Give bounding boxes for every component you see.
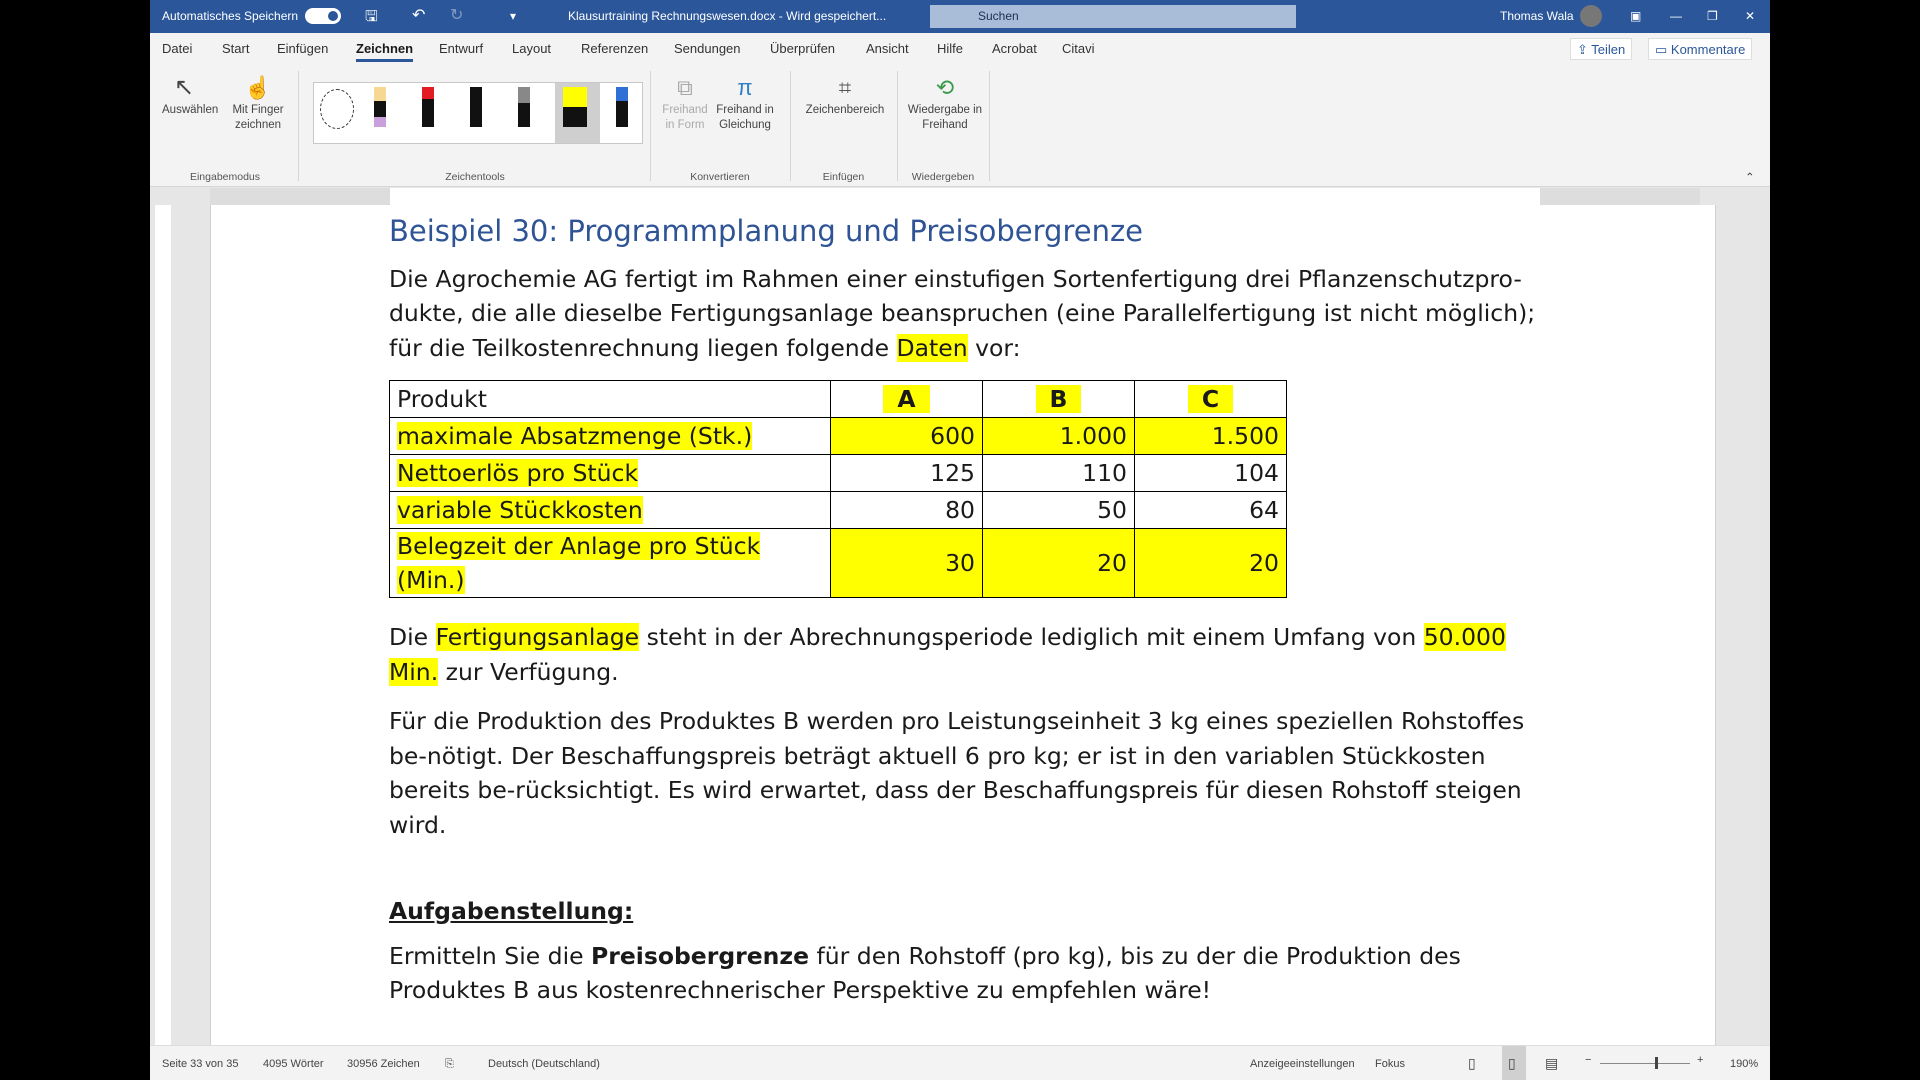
customize-icon[interactable]: ▾	[510, 9, 517, 23]
proofing-icon[interactable]: ⎘	[445, 1058, 454, 1070]
tab-einfuegen[interactable]: Einfügen	[277, 41, 329, 56]
header-text: A	[883, 385, 929, 413]
zoom-thumb[interactable]	[1655, 1057, 1658, 1069]
divider	[989, 71, 990, 181]
divider	[790, 71, 791, 181]
ribbon-display-icon[interactable]: ▣	[1630, 9, 1642, 23]
highlighted-text: Fertigungsanlage	[435, 623, 640, 651]
header-text: B	[1036, 385, 1082, 413]
text: für den Rohstoff (pro kg), bis zu der die Produktion des Produktes B aus kostenrechnerischer Perspektive zu empfehlen wäre!	[389, 941, 1461, 1004]
avatar[interactable]	[1580, 5, 1602, 27]
header-cell	[1135, 381, 1287, 418]
replay-icon: ⟲	[935, 75, 955, 100]
ink-to-shape-button[interactable]	[660, 73, 710, 133]
label-text: Nettoerlös pro Stück	[397, 459, 639, 487]
tab-entwurf[interactable]: Entwurf	[439, 41, 484, 56]
row-label	[390, 418, 831, 455]
canvas-icon: ⌗	[838, 75, 852, 100]
zoom-in-icon[interactable]: +	[1697, 1054, 1704, 1066]
divider	[650, 71, 651, 181]
red-pen[interactable]	[422, 87, 434, 127]
capacity-paragraph	[389, 620, 1549, 689]
replay-label: Wiedergabe in Freihand	[907, 104, 983, 131]
comments-label: Kommentare	[1670, 42, 1746, 57]
autosave-toggle[interactable]	[305, 8, 341, 24]
intro-paragraph	[389, 262, 1549, 366]
text: vor:	[967, 333, 1021, 362]
header-cell	[831, 381, 983, 418]
text: Die	[389, 623, 436, 651]
pi-icon: π	[737, 75, 753, 100]
ink-to-math-button[interactable]	[712, 73, 778, 133]
char-count[interactable]: 30956 Zeichen	[347, 1058, 420, 1070]
cell: 20	[983, 529, 1135, 598]
row-label	[390, 529, 831, 598]
pencil[interactable]	[518, 87, 530, 127]
divider	[897, 71, 898, 181]
tab-start[interactable]: Start	[222, 41, 250, 56]
search-input[interactable]	[930, 5, 1296, 28]
cell: 104	[1135, 455, 1287, 492]
focus-mode[interactable]: Fokus	[1375, 1058, 1405, 1070]
label-text: maximale Absatzmenge (Stk.)	[397, 422, 753, 450]
highlighted-text: Daten	[896, 333, 968, 362]
text: steht in der Abrechnungsperiode lediglich mit einem Umfang von	[639, 623, 1424, 651]
cell: 64	[1135, 492, 1287, 529]
tab-sendungen[interactable]: Sendungen	[674, 41, 741, 56]
drawing-canvas-button[interactable]	[795, 73, 895, 118]
finger-draw-button[interactable]	[228, 73, 288, 133]
tab-layout[interactable]: Layout	[512, 41, 552, 56]
restore-icon[interactable]: ❐	[1707, 9, 1718, 23]
save-icon[interactable]: 🖫	[365, 8, 378, 25]
group-label: Konvertieren	[690, 171, 750, 183]
autosave-label: Automatisches Speichern	[162, 9, 299, 23]
word-count[interactable]: 4095 Wörter	[263, 1058, 324, 1070]
ribbon-tabs	[150, 33, 1770, 65]
select-button[interactable]	[162, 73, 219, 118]
group-label: Zeichentools	[445, 171, 505, 183]
task-heading: Aufgabenstellung:	[389, 897, 634, 925]
document-content	[389, 210, 1549, 1023]
highlighted-text: 50.000 Min.	[389, 623, 1506, 686]
text: Ermitteln Sie die	[389, 941, 592, 970]
page-title: Beispiel 30: Programmplanung und Preisobergrenze	[389, 214, 1144, 248]
cell: 1.500	[1135, 418, 1287, 455]
highlighter-icon	[563, 87, 587, 127]
cell: 20	[1135, 529, 1287, 598]
ink-replay-button[interactable]	[905, 73, 985, 133]
redo-icon[interactable]: ↻	[450, 7, 464, 24]
finger-icon: ☝	[244, 75, 272, 100]
print-layout-icon[interactable]: ▯	[1502, 1046, 1526, 1080]
cell: 50	[983, 492, 1135, 529]
cell: 1.000	[983, 418, 1135, 455]
ink-math-label: Freihand in Gleichung	[716, 104, 774, 131]
finger-label: Mit Finger zeichnen	[232, 104, 284, 131]
header-cell: Produkt	[390, 381, 831, 418]
label-text: Belegzeit der Anlage pro Stück (Min.)	[397, 532, 761, 594]
language[interactable]: Deutsch (Deutschland)	[488, 1058, 600, 1070]
comments-button[interactable]: ▭ Kommentare	[1648, 38, 1752, 60]
zoom-out-icon[interactable]: −	[1585, 1054, 1592, 1066]
pen-gallery	[313, 82, 643, 144]
search-placeholder: Suchen	[978, 9, 1019, 23]
bold-text: Preisobergrenze	[591, 941, 810, 970]
group-label: Einfügen	[822, 171, 865, 183]
tab-ueberpruefen[interactable]: Überprüfen	[770, 41, 836, 56]
read-mode-icon[interactable]: ▯	[1468, 1055, 1476, 1071]
label-text: variable Stückkosten	[397, 496, 643, 524]
undo-icon[interactable]: ↶	[412, 7, 426, 24]
zoom-level[interactable]: 190%	[1730, 1058, 1759, 1070]
share-button[interactable]: ⇪ Teilen	[1570, 38, 1632, 60]
data-table	[389, 380, 1287, 598]
table-row	[390, 455, 1287, 492]
collapse-ribbon-icon[interactable]: ⌃	[1745, 172, 1755, 184]
document-title[interactable]: Klausurtraining Rechnungswesen.docx - Wird gespeichert...	[568, 9, 887, 23]
vertical-ruler[interactable]	[155, 205, 171, 1045]
header-cell	[983, 381, 1135, 418]
cell: 110	[983, 455, 1135, 492]
zoom-slider[interactable]	[1600, 1063, 1690, 1064]
ribbon	[150, 65, 1770, 187]
black-pen[interactable]	[470, 87, 482, 127]
cell: 125	[831, 455, 983, 492]
tab-referenzen[interactable]: Referenzen	[581, 41, 649, 56]
text: Die Agrochemie AG fertigt im Rahmen einer einstufigen Sortenfertigung drei Pflanzenschutzpro-dukte, die alle dieselbe Fertigungsanlage beanspruchen (eine Parallelfertigung ist nicht möglich); für die Teilkostenrechnung liegen folgende	[389, 264, 1536, 362]
cursor-icon: ↖	[173, 74, 195, 101]
highlighter-selected[interactable]	[555, 83, 600, 143]
status-bar	[150, 1045, 1770, 1080]
row-label	[390, 455, 831, 492]
tab-hilfe[interactable]: Hilfe	[937, 41, 964, 56]
horizontal-ruler[interactable]	[210, 188, 1700, 205]
cell: 600	[831, 418, 983, 455]
action-pen[interactable]	[616, 87, 628, 127]
user-name[interactable]: Thomas Wala	[1500, 9, 1574, 23]
canvas-label: Zeichenbereich	[805, 104, 885, 116]
display-settings[interactable]: Anzeigeeinstellungen	[1250, 1058, 1355, 1070]
divider	[298, 71, 299, 181]
title-bar	[150, 0, 1770, 33]
lasso-icon[interactable]	[320, 89, 354, 129]
tab-acrobat[interactable]: Acrobat	[992, 41, 1037, 56]
cell: 80	[831, 492, 983, 529]
group-label: Eingabemodus	[189, 171, 261, 183]
raw-material-paragraph: Für die Produktion des Produktes B werden pro Leistungseinheit 3 kg eines speziellen Rohstoffes be-nötigt. Der Beschaffungspreis beträgt aktuell 6 pro kg; er ist in den variablen Stückkosten bereits be-rücksichtigt. Es wird erwartet, dass der Beschaffungspreis für diesen Rohstoff steigen wird.	[389, 707, 1525, 839]
row-label	[390, 492, 831, 529]
eraser-pen[interactable]	[374, 87, 386, 127]
cell: 30	[831, 529, 983, 598]
select-label: Auswählen	[162, 104, 219, 116]
table-header-row	[390, 381, 1287, 418]
table-row	[390, 529, 1287, 598]
shape-icon: ⧉	[677, 75, 693, 100]
group-label: Wiedergeben	[911, 171, 975, 183]
tab-datei[interactable]: Datei	[162, 41, 193, 56]
minimize-icon[interactable]: —	[1670, 9, 1682, 23]
tab-citavi[interactable]: Citavi	[1062, 41, 1095, 56]
web-layout-icon[interactable]: ▤	[1545, 1055, 1559, 1071]
close-icon[interactable]: ✕	[1745, 9, 1756, 23]
tab-ansicht[interactable]: Ansicht	[866, 41, 909, 56]
table-row	[390, 418, 1287, 455]
table-row	[390, 492, 1287, 529]
share-label: Teilen	[1591, 42, 1626, 57]
header-text: C	[1188, 385, 1233, 413]
task-paragraph	[389, 939, 1549, 1008]
text: zur Verfügung.	[438, 657, 619, 686]
ink-shape-label: Freihand in Form	[662, 104, 708, 131]
page-count[interactable]: Seite 33 von 35	[162, 1058, 239, 1070]
tab-zeichnen[interactable]: Zeichnen	[356, 41, 413, 62]
